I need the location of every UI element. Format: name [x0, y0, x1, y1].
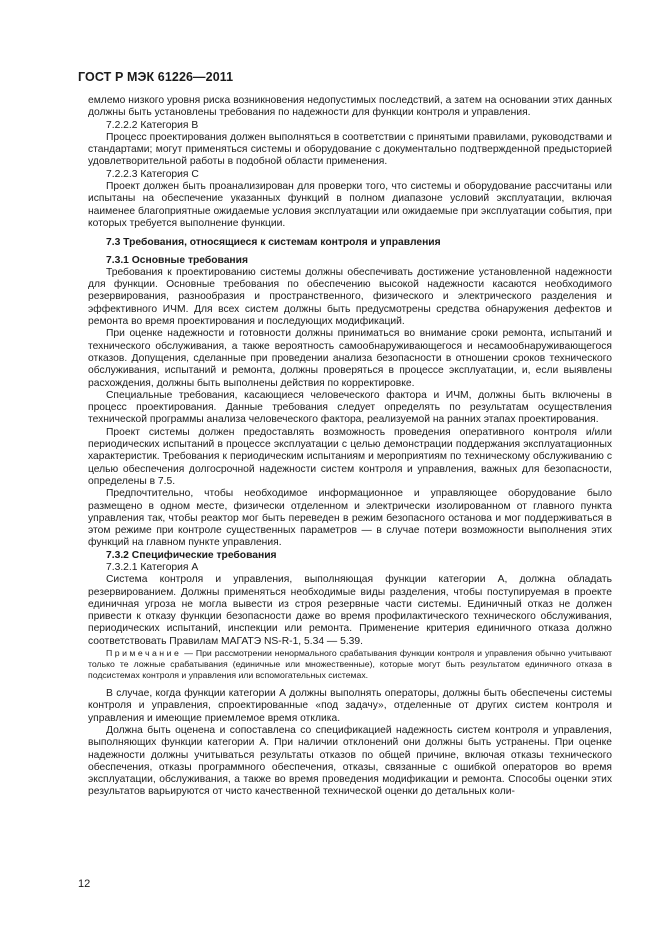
subsection-heading: 7.2.2.3 Категория С [106, 168, 199, 180]
paragraph: Специальные требования, касающиеся человеческого фактора и ИЧМ, должны быть включены в процесс проектирования. Данные требования следует определять по результатам осуществления технической программы анализа человеческого фактора, реализуемой на ранних этапах проектирования. [88, 389, 612, 426]
section-heading: 7.3 Требования, относящиеся к системам контроля и управления [106, 237, 441, 249]
subsection-heading: 7.3.1 Основные требования [106, 254, 248, 266]
subsection-heading: 7.2.2.2 Категория В [106, 119, 199, 131]
page-number: 12 [78, 878, 91, 890]
paragraph: Проект системы должен предоставлять возможность проведения оперативного контроля и/или периодических испытаний в процессе эксплуатации с целью демонстрации поддержания эксплуатационных характеристик. Требования к периодическим испытаниям и мероприятиям по техническому обслуживанию с целью обеспечения долгосрочной надежности систем контроля и управления, важных для безопасности, определены в 7.5. [88, 426, 612, 487]
document-header: ГОСТ Р МЭК 61226—2011 [78, 70, 234, 84]
paragraph: При оценке надежности и готовности должны приниматься во внимание сроки ремонта, испытаний и технического обслуживания, а также вероятность самообнаруживающегося и несамообнаруживающегося отказов. Допущения, сделанные при проведении анализа безопасности в отношении сроков технического обслуживания, испытаний и ремонта, должны проверяться в процессе эксплуатации, и, если выявлены расхождения, должны быть выполнены действия по корректировке. [88, 328, 612, 389]
paragraph: Процесс проектирования должен выполняться в соответствии с принятыми правилами, руководствами и стандартами; могут применяться системы и оборудование с документально подтвержденной предысторией удовлетворительной работы в подобной области применения. [88, 131, 612, 168]
document-body [88, 95, 612, 799]
subsection-heading: 7.3.2 Специфические требования [106, 549, 277, 561]
paragraph: В случае, когда функции категории А должны выполнять операторы, должны быть обеспечены системы контроля и управления, спроектированные «под задачу», отделенные от других систем контроля и управления и имеющие приемлемое время отклика. [88, 688, 612, 724]
paragraph: Система контроля и управления, выполняющая функции категории А, должна обладать резервированием. Должны применяться необходимые виды разделения, чтобы поступируемая в проекте единичная угроза не могла вывести из строя резервные части системы. Единичный отказ не должен привести к отказу функции безопасности даже во время профилактического технического обслуживания, периодических испытаний, инспекции или ремонта. Применение критерия единичного отказа должно соответствовать Правилам МАГАТЭ NS-R-1, 5.34 — 5.39. [88, 574, 612, 647]
note [88, 648, 612, 681]
paragraph: Проект должен быть проанализирован для проверки того, что системы и оборудование рассчитаны или испытаны на обеспечение указанных функций в полном диапазоне условий эксплуатации, включая наименее благоприятные ожидаемые условия эксплуатации или ожидаемые при эксплуатации события, при которых требуется выполнение функции. [88, 181, 612, 229]
paragraph: Требования к проектированию системы должны обеспечивать достижение установленной надежности для функции. Основные требования по обеспечению высокой надежности касаются необходимого резервирования, разнообразия и пространственного, физического и электрического разделения и эффективного ИЧМ. Для всех систем должны быть предусмотрены средства обнаружения дефектов и ремонта во время проектирования и последующих модификаций. [88, 266, 612, 328]
paragraph: емлемо низкого уровня риска возникновения недопустимых последствий, а затем на основании этих данных должны быть установлены требования по надежности для функции контроля и управления. [88, 95, 612, 119]
note-text: — При рассмотрении ненормального срабатывания функции контроля и управления обычно учитывают только те ложные срабатывания (единичные или множественные), которые могут быть результатом единичного отказа в подсистемах контроля и управления или вспомогательных системах. [88, 648, 612, 681]
note-label: Примечание [106, 648, 182, 659]
paragraph: Должна быть оценена и сопоставлена со спецификацией надежность систем контроля и управления, выполняющих функции категории А. При наличии отклонений они должны быть устранены. При оценке надежности должны учитываться результаты отказов по общей причине, включая отказы технического обеспечения, отказы программного обеспечения, отказы, связанные с ошибкой операторов во время эксплуатации, обслуживания, а также во время проведения модификации и ремонта. Способы оценки этих результатов варьируются от чисто качественной технической оценки до детальных коли- [88, 724, 612, 798]
subsection-heading: 7.3.2.1 Категория А [106, 561, 199, 573]
paragraph: Предпочтительно, чтобы необходимое информационное и управляющее оборудование было размещено в одном месте, физически отделенном и электрически изолированном от главного пункта управления так, чтобы реактор мог быть переведен в режим безопасного останова и мог поддерживаться в этом режиме при контроле существенных параметров — в случае потери возможности выполнения этих функций на главном пункте управления. [88, 488, 612, 549]
